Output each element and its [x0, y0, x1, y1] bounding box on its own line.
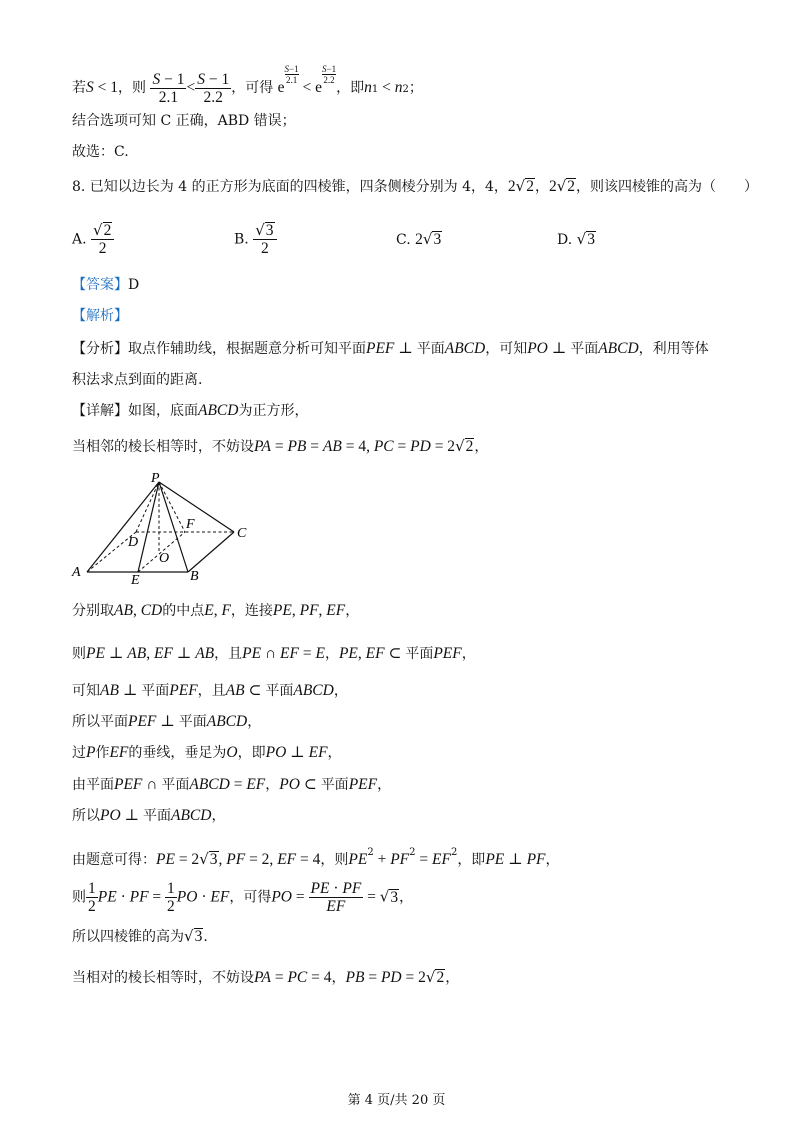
ti-line: 由题意可得：PE = 2√3, PF = 2, EF = 4，则$PE^2 + PF^2 = EF^2$，即PE ⊥ PF，	[72, 847, 560, 868]
fenxi-line-2: 积法求点到面的距离.	[72, 372, 203, 388]
option-c[interactable]: C. 2√3	[396, 230, 442, 248]
line-1: 若S < 1，则 $\frac{S - 1}{2.1}$ < $\frac{S - 1}{2.2}$ ，可得 e $\frac{S-1}{2.1}$ < e $\frac{S-1}{2.2}$ ，即n1 < n2；	[72, 64, 423, 106]
question-8: 8. 已知以边长为 4 的正方形为底面的四棱锥，四条侧棱分别为 4，4，2√2，2√2，则该四棱锥的高为（ ）	[72, 177, 759, 195]
label-a: A	[72, 565, 81, 580]
label-c: C	[237, 526, 247, 541]
line-3: 故选：C.	[72, 144, 129, 160]
label-f: F	[186, 517, 195, 532]
case1-line: 当相邻的棱长相等时，不妨设PA = PB = AB = 4, PC = PD = 2√2，	[72, 437, 489, 455]
so-line: 所以平面PEF ⊥ 平面ABCD，	[72, 713, 262, 730]
fraction: $\frac{S - 1}{2.1}$	[152, 70, 185, 106]
label-o: O	[159, 551, 170, 566]
pyramid-figure	[70, 470, 270, 590]
fraction: $\frac{S - 1}{2.2}$	[197, 70, 230, 106]
fenxi-line-1: 【分析】取点作辅助线，根据题意分析可知平面PEF ⊥ 平面ABCD，可知PO ⊥ 平面ABCD，利用等体	[72, 340, 709, 357]
label-e: E	[131, 573, 140, 588]
analysis-tag: 【解析】	[72, 308, 128, 324]
answer: 【答案】D	[72, 277, 140, 293]
detail-line: 【详解】如图，底面ABCD为正方形，	[72, 402, 309, 419]
label-d: D	[128, 535, 139, 550]
so2-line: 所以PO ⊥ 平面ABCD，	[72, 807, 226, 824]
option-d[interactable]: D. √3	[557, 230, 595, 248]
ze-line: 则 $\frac{1}{2}$ PE · PF = $\frac{1}{2}$ PO · EF，可得PO = $\frac{PE \cdot PF}{EF}$ = √3，	[72, 880, 414, 915]
you-line: 由平面PEF ∩ 平面ABCD = EF，PO ⊂ 平面PEF，	[72, 776, 392, 793]
midpoint-line: 分别取AB, CD的中点E, F，连接PE, PF, EF，	[72, 602, 360, 619]
option-a[interactable]: A. $\frac{√2}{2}$	[72, 222, 114, 257]
option-b[interactable]: B. $\frac{√3}{2}$	[234, 222, 277, 257]
guo-line: 过P作EF的垂线，垂足为O，即PO ⊥ EF，	[72, 744, 342, 761]
label-b: B	[190, 569, 199, 584]
perp-line: 则PE ⊥ AB, EF ⊥ AB，且PE ∩ EF = E，PE, EF ⊂ 平面PEF，	[72, 645, 476, 662]
height-line: 所以四棱锥的高为√3.	[72, 927, 208, 945]
case2-line: 当相对的棱长相等时，不妨设PA = PC = 4，PB = PD = 2√2，	[72, 968, 460, 986]
page-footer: 第 4 页/共 20 页	[347, 1093, 446, 1108]
label-p: P	[151, 471, 160, 486]
know-line: 可知AB ⊥ 平面PEF，且AB ⊂ 平面ABCD，	[72, 682, 348, 699]
line-2: 结合选项可知 C 正确，ABD 错误；	[72, 113, 296, 129]
